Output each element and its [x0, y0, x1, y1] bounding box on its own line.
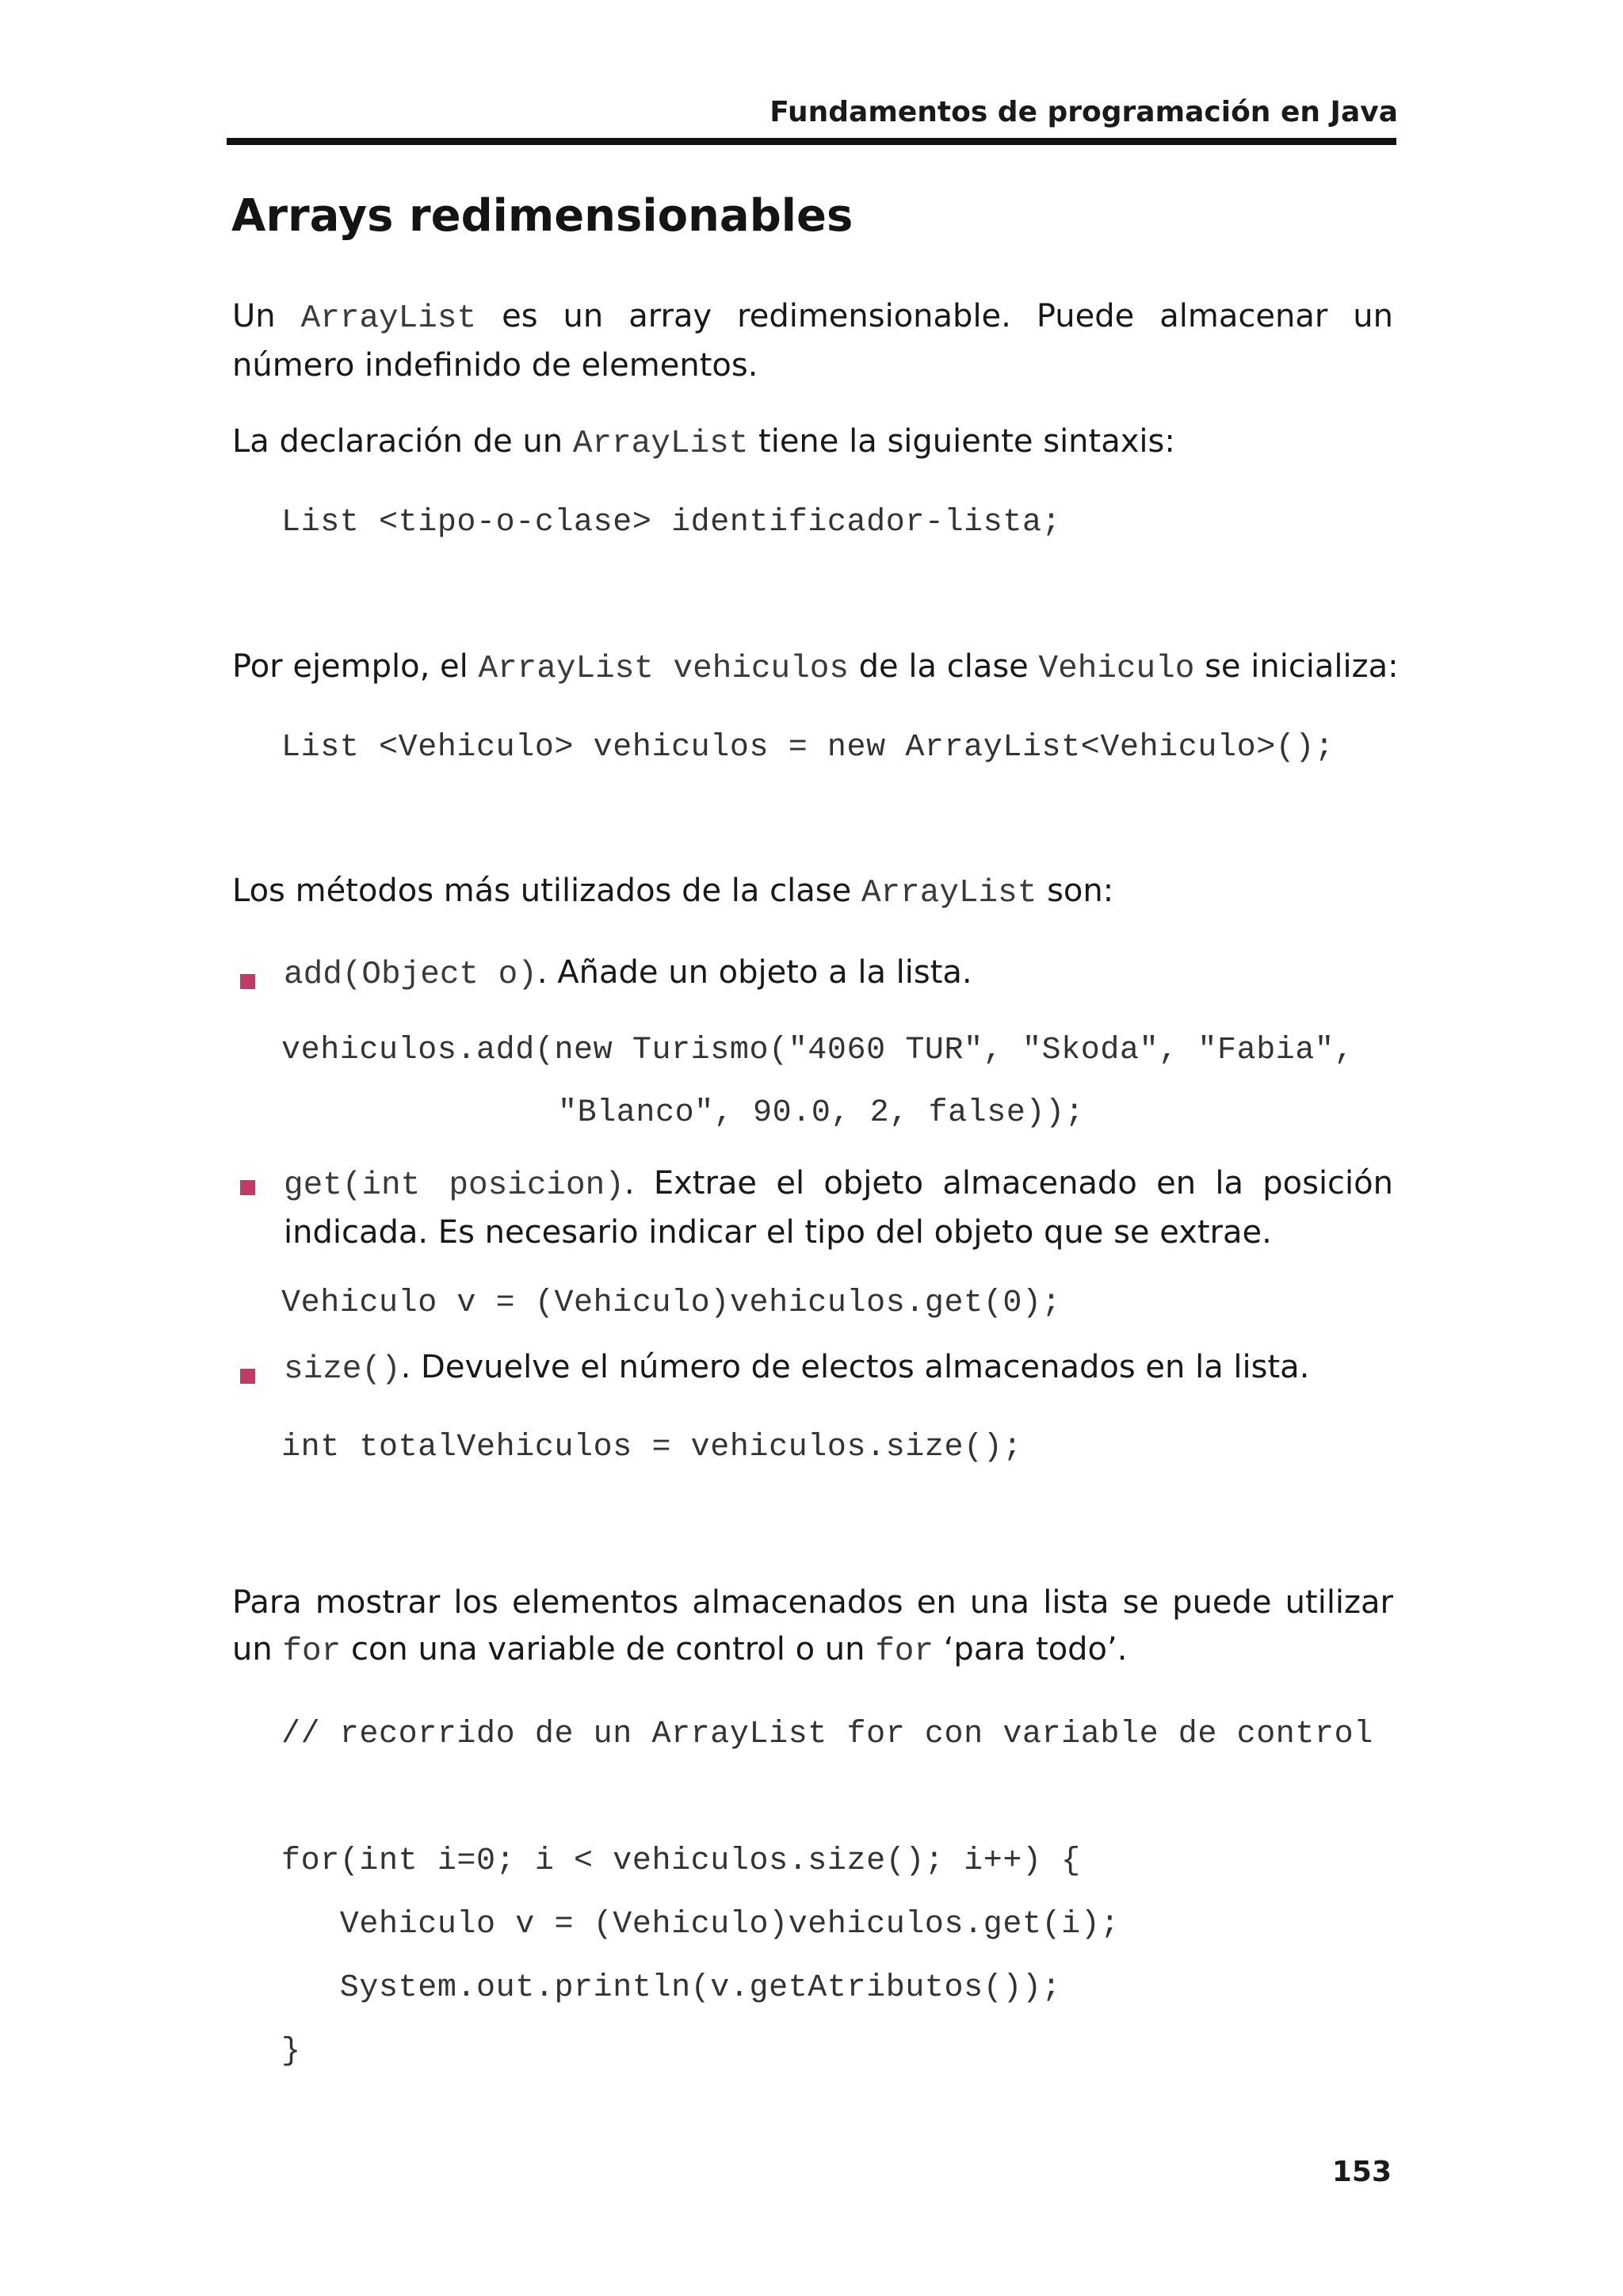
header-rule — [227, 138, 1396, 145]
inline-code: ArrayList — [572, 426, 749, 462]
loop-code-line: Vehiculo v = (Vehiculo)vehiculos.get(i); — [281, 1907, 1120, 1943]
running-header: Fundamentos de programación en Java — [769, 96, 1398, 128]
method-code: int totalVehiculos = vehiculos.size(); — [281, 1430, 1022, 1465]
bullet-square-icon — [240, 1180, 255, 1195]
method-description: . Extrae el objeto almacenado en la posición indicada. Es necesario indicar el tipo del objeto que se extrae. — [284, 1165, 1393, 1251]
loop-paragraph — [232, 1580, 1393, 1675]
loop-code-line: for(int i=0; i < vehiculos.size(); i++) { — [281, 1843, 1081, 1879]
loop-code-line: } — [281, 2034, 301, 2069]
text: de la clase — [848, 648, 1039, 685]
loop-code-comment: // recorrido de un ArrayList for con variable de control — [281, 1717, 1373, 1752]
text: La declaración de un — [232, 423, 573, 460]
method-signature: get(int posicion) — [284, 1167, 624, 1204]
inline-code: ArrayList — [300, 300, 477, 337]
bullet-square-icon — [240, 974, 255, 989]
page-number: 153 — [1331, 2156, 1392, 2188]
text: con una variable de control o un — [341, 1631, 876, 1668]
intro-paragraph — [232, 293, 1393, 389]
method-item — [284, 1160, 1393, 1256]
section-title: Arrays redimensionables — [231, 190, 854, 242]
text: se inicializa: — [1194, 648, 1399, 685]
inline-code: ArrayList vehiculos — [478, 651, 849, 687]
example-code: List <Vehiculo> vehiculos = new ArrayList<Vehiculo>(); — [281, 730, 1335, 766]
methods-intro — [232, 873, 1113, 911]
text: Para mostrar los elementos almacenados en una lista se puede utilizar un — [232, 1584, 1393, 1668]
method-description: . Devuelve el número de electos almacenados en la lista. — [400, 1349, 1310, 1385]
method-item — [284, 954, 972, 993]
declaration-paragraph — [232, 423, 1175, 462]
method-code: vehiculos.add(new Turismo("4060 TUR", "Skoda", "Fabia", — [281, 1033, 1354, 1068]
text: Por ejemplo, el — [232, 648, 479, 685]
text: Los métodos más utilizados de la clase — [232, 873, 861, 909]
loop-code-line: System.out.println(v.getAtributos()); — [281, 1970, 1062, 2006]
syntax-code: List <tipo-o-clase> identificador-lista; — [281, 505, 1062, 541]
inline-code: ArrayList — [861, 875, 1037, 911]
inline-code: for — [875, 1633, 934, 1670]
method-item — [284, 1349, 1309, 1388]
text: tiene la siguiente sintaxis: — [748, 423, 1175, 460]
method-description: . Añade un objeto a la lista. — [537, 954, 972, 991]
example-paragraph — [232, 648, 1399, 687]
inline-code: for — [282, 1633, 342, 1670]
method-code: "Blanco", 90.0, 2, false)); — [558, 1095, 1085, 1131]
method-code: Vehiculo v = (Vehiculo)vehiculos.get(0); — [281, 1286, 1062, 1321]
inline-code: Vehiculo — [1038, 651, 1195, 687]
method-signature: size() — [284, 1351, 401, 1388]
method-signature: add(Object o) — [284, 957, 537, 993]
bullet-square-icon — [240, 1369, 255, 1384]
text: Un — [232, 298, 301, 334]
text: ‘para todo’. — [934, 1631, 1128, 1668]
text: es un array redimensionable. Puede almacenar un número indefinido de elementos. — [232, 298, 1393, 384]
text: son: — [1037, 873, 1114, 909]
